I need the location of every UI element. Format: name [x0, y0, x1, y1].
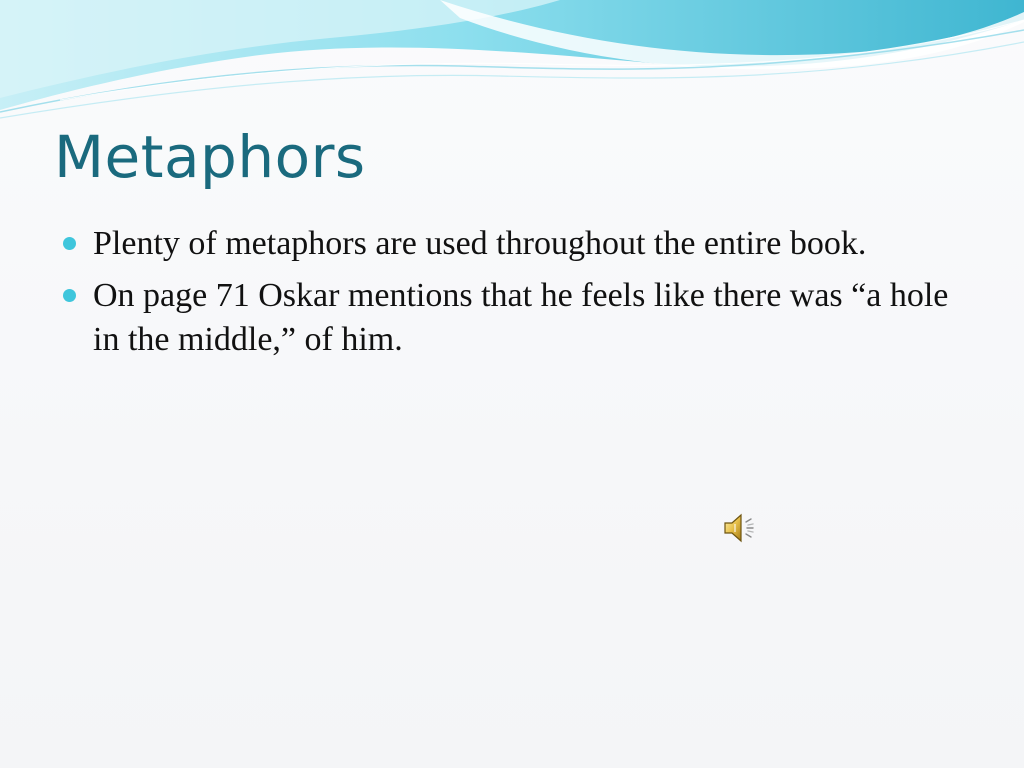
speaker-icon[interactable]: [722, 510, 760, 546]
slide-title: Metaphors: [54, 123, 366, 191]
bullet-text: Plenty of metaphors are used throughout the entire book.: [93, 225, 867, 262]
bullet-dot-icon: [63, 237, 76, 250]
bullet-item: [60, 274, 980, 362]
bullet-list: [60, 222, 980, 370]
bullet-dot-icon: [63, 289, 76, 302]
bullet-item: [60, 222, 980, 266]
bullet-text: On page 71 Oskar mentions that he feels like there was “a hole in the middle,” of him.: [93, 277, 949, 358]
header-wave-decoration: [0, 0, 1024, 130]
